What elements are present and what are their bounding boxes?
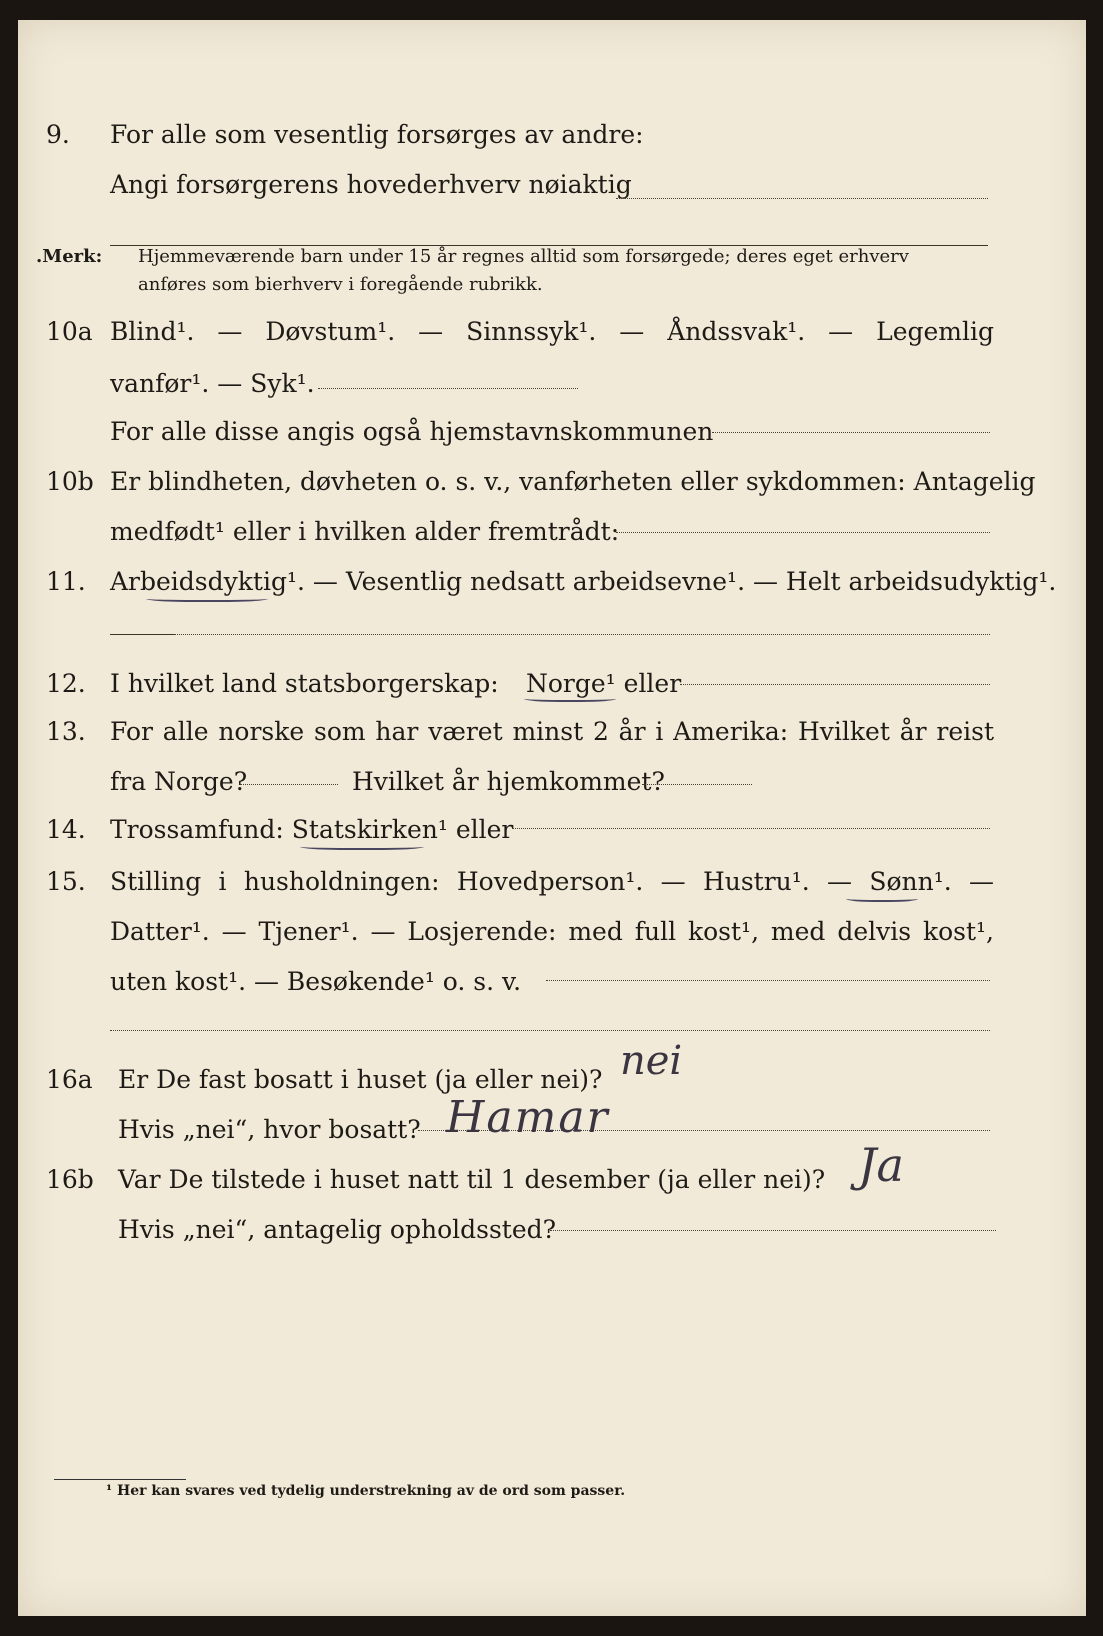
q10b-number: 10b	[46, 467, 94, 496]
q10b-answer-line	[616, 532, 990, 533]
merk-text-2: anføres som bierhverv i foregående rubrikk.	[138, 274, 543, 295]
q16b-handwritten-answer: Ja	[858, 1138, 904, 1192]
q15-row-2	[18, 912, 1086, 952]
q9-question: For alle som vesentlig forsørges av andre:	[110, 120, 644, 149]
footnote: ¹ Her kan svares ved tydelig understrekning av de ord som passer.	[106, 1483, 626, 1499]
q13-right-answer-line	[642, 784, 752, 785]
q15-answer-line-2	[110, 1030, 990, 1031]
q9-row-2	[18, 165, 1086, 205]
q9-row-1	[18, 115, 1086, 155]
q13-row-1	[18, 712, 1086, 752]
q10a-hometown-line	[712, 432, 990, 433]
q12-options: Norge¹ eller	[526, 669, 682, 698]
q16b-sub-question: Hvis „nei“, antagelig opholdssted?	[118, 1215, 557, 1244]
q14-handwritten-underline	[300, 842, 424, 850]
q12-number: 12.	[46, 669, 86, 698]
q10a-sub-question: vanfør¹. — Syk¹.	[110, 369, 315, 398]
q14-answer-line	[512, 828, 990, 829]
q10a-row-1	[18, 312, 1086, 352]
q12-answer-line	[680, 684, 990, 685]
q16a-number: 16a	[46, 1065, 93, 1094]
q10a-row-2	[18, 364, 1086, 404]
q16b-answer-line	[550, 1230, 996, 1231]
merk-text-1: Hjemmeværende barn under 15 år regnes alltid som forsørgede; deres eget erhverv	[138, 246, 909, 267]
q13-right-question: Hvilket år hjemkommet?	[352, 767, 665, 796]
q15-sub-question-1: Datter¹. — Tjener¹. — Losjerende: med full kost¹, med delvis kost¹,	[110, 917, 994, 946]
q15-number: 15.	[46, 867, 86, 896]
q11-number: 11.	[46, 567, 86, 596]
q9-answer-line-1	[616, 198, 988, 199]
q16b-number: 16b	[46, 1165, 94, 1194]
q10b-row-1	[18, 462, 1086, 502]
q11-answer-line-dotted	[174, 634, 990, 635]
q13-row-2	[18, 762, 1086, 802]
q10a-question: Blind¹. — Døvstum¹. — Sinnssyk¹. — Åndssvak¹. — Legemlig	[110, 317, 994, 346]
q10a-hometown-question: For alle disse angis også hjemstavnskommunen	[110, 417, 714, 446]
q11-handwritten-underline	[146, 594, 268, 602]
q9-number: 9.	[46, 120, 70, 149]
q16b-question: Var De tilstede i huset natt til 1 desember (ja eller nei)?	[118, 1165, 826, 1194]
merk-label: .Merk:	[36, 246, 103, 267]
q11-question: Arbeidsdyktig¹. — Vesentlig nedsatt arbeidsevne¹. — Helt arbeidsudyktig¹.	[110, 567, 1057, 596]
q14-number: 14.	[46, 815, 86, 844]
q16a-question: Er De fast bosatt i huset (ja eller nei)?	[118, 1065, 603, 1094]
q12-question: I hvilket land statsborgerskap:	[110, 669, 499, 698]
q13-left-answer-line	[240, 784, 338, 785]
footnote-rule	[54, 1479, 186, 1480]
q16a-handwritten-place: Hamar	[446, 1092, 610, 1143]
q14-row	[18, 810, 1086, 850]
q9-sub-question: Angi forsørgerens hovederhverv nøiaktig	[110, 170, 632, 199]
q10a-answer-line	[318, 388, 578, 389]
q11-answer-line-solid	[110, 634, 174, 635]
q16b-row-1	[18, 1160, 1086, 1200]
q15-sub-question-2: uten kost¹. — Besøkende¹ o. s. v.	[110, 967, 522, 996]
q15-row-3	[18, 962, 1086, 1002]
q10a-number: 10a	[46, 317, 93, 346]
census-form-page	[18, 20, 1086, 1616]
q12-handwritten-underline	[524, 694, 616, 702]
q15-answer-line-1	[546, 980, 990, 981]
q16a-sub-question: Hvis „nei“, hvor bosatt?	[118, 1115, 421, 1144]
q13-left-question: fra Norge?	[110, 767, 248, 796]
q15-row-1	[18, 862, 1086, 902]
q13-number: 13.	[46, 717, 86, 746]
q15-handwritten-underline	[846, 894, 918, 902]
q10b-question: Er blindheten, døvheten o. s. v., vanførheten eller sykdommen: Antagelig	[110, 467, 1036, 496]
q14-question: Trossamfund: Statskirken¹ eller	[110, 815, 514, 844]
q16a-handwritten-answer: nei	[620, 1038, 683, 1084]
q10b-sub-question: medfødt¹ eller i hvilken alder fremtrådt:	[110, 517, 620, 546]
q13-question: For alle norske som har været minst 2 år i Amerika: Hvilket år reist	[110, 717, 994, 746]
q15-question: Stilling i husholdningen: Hovedperson¹. — Hustru¹. — Sønn¹. —	[110, 867, 994, 896]
